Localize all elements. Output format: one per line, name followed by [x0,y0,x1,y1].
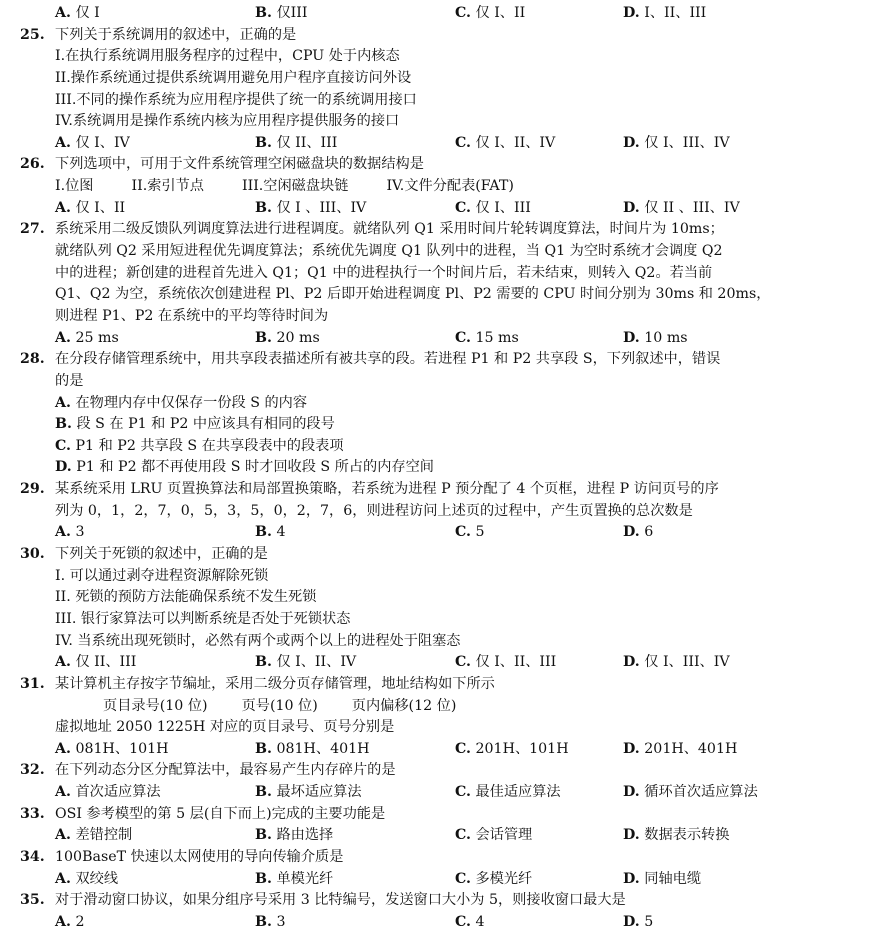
statement: I. 可以通过剥夺进程资源解除死锁 [55,567,269,584]
option-text: 仅 I、II [470,5,526,21]
question-stem-line: 就绪队列 Q2 采用短进程优先调度算法；系统优先调度 Q1 队列中的进程，当 Q1 为空时系统才会调度 Q2 [55,243,723,260]
option-choice [55,652,255,674]
question-stem [0,25,869,47]
option-letter: A. [55,329,71,346]
option-choice [255,328,455,350]
option-letter: B. [255,827,272,844]
option-choice [255,3,455,25]
option-text: 仅 II、III [271,134,338,151]
option-text: 4 [271,524,286,541]
option-letter: A. [55,913,71,930]
option-text: 5 [639,913,654,930]
option-text: 25 ms [70,329,119,346]
option-letter: D. [623,913,640,930]
option-choice [623,3,706,25]
option-choice [55,133,255,155]
address-field: 页目录号(10 位) [103,697,208,714]
option-letter: A. [55,827,71,844]
option-letter: C. [455,827,471,844]
question-30 [0,544,869,674]
option-choice [55,328,255,350]
option-text: I、II、III [639,5,707,21]
option-text: 仅 I 、III、IV [271,199,367,216]
option-choice [623,198,740,220]
option-text: 循环首次适应算法 [639,784,758,801]
option-text: 3 [70,524,85,541]
option-choice [55,912,255,934]
option-choice [455,652,623,674]
statement: IV.系统调用是操作系统内核为应用程序提供服务的接口 [55,113,400,130]
option-letter: D. [623,329,640,346]
options-row [0,3,869,25]
question-27 [0,219,869,349]
option-choice [255,825,455,847]
question-34 [0,847,869,890]
option-text: 同轴电缆 [639,870,702,887]
option-letter: B. [255,329,272,346]
question-number: 35. [20,892,45,909]
option-choice [255,739,455,761]
question-stem [0,804,869,826]
option-text: 仅 II 、III、IV [639,199,740,216]
option-letter: B. [255,740,272,757]
option-text: 仅 I、III、IV [639,654,730,671]
question-number: 28. [20,351,45,368]
option-letter: B. [255,784,272,801]
option-choice [455,825,623,847]
option-text: 仅 I、II、IV [470,134,556,151]
option-text: 路由选择 [271,827,334,844]
question-number: 26. [20,156,45,173]
option-choice [55,3,255,25]
statement: III. 银行家算法可以判断系统是否处于死锁状态 [55,610,351,627]
option-letter: B. [255,5,272,21]
question-29 [0,479,869,544]
option-letter: C. [455,654,471,671]
question-number: 33. [20,805,45,822]
option-text: P1 和 P2 共享段 S 在共享段表中的段表项 [70,437,344,454]
question-text: 下列选项中，可用于文件系统管理空闲磁盘块的数据结构是 [55,156,424,173]
option-choice [455,869,623,891]
option-text: 6 [639,524,654,541]
option-letter: B. [255,870,272,887]
option-letter: A. [55,199,71,216]
option-letter: D. [623,654,640,671]
option-letter: C. [455,329,471,346]
option-letter: D. [623,827,640,844]
option-letter: A. [55,654,71,671]
statement: II.操作系统通过提供系统调用避免用户程序直接访问外设 [55,69,412,86]
option-text: P1 和 P2 都不再使用段 S 时才回收段 S 所占的内存空间 [71,459,434,476]
option-text: 201H、401H [639,740,738,757]
option-letter: A. [55,524,71,541]
question-33 [0,804,869,847]
question-text: 在下列动态分区分配算法中，最容易产生内存碎片的是 [55,762,396,779]
option-text: 差错控制 [70,827,133,844]
option-line [0,457,869,479]
option-text: 15 ms [470,329,519,346]
options-row [0,912,869,934]
option-text: 2 [70,913,85,930]
option-text: 段 S 在 P1 和 P2 中应该具有相同的段号 [71,416,335,433]
question-31 [0,674,869,761]
option-choice [455,782,623,804]
question-stem-line: 则进程 P1、P2 在系统中的平均等待时间为 [55,307,329,324]
option-text: 最坏适应算法 [271,784,362,801]
question-26 [0,154,869,219]
option-choice [623,825,729,847]
question-28 [0,349,869,479]
question-text: 在分段存储管理系统中，用共享段表描述所有被共享的段。若进程 P1 和 P2 共享段 S，下列叙述中，错误 [55,351,721,368]
option-letter: B. [255,654,272,671]
question-text: 100BaseT 快速以太网使用的导向传输介质是 [55,848,344,865]
question-stem [0,847,869,869]
item-list [0,176,869,198]
question-stem [0,349,869,371]
option-text: 5 [470,524,485,541]
option-choice [255,522,455,544]
question-number: 31. [20,675,45,692]
option-letter: D. [623,5,640,21]
question-stem-line: Q1、Q2 为空，系统依次创建进程 Pl、P2 后即开始进程调度 Pl、P2 需要的 CPU 时间分别为 30ms 和 20ms， [55,286,771,303]
option-choice [55,198,255,220]
option-choice [55,825,255,847]
option-choice [455,522,623,544]
question-stem [0,219,869,241]
item: II.索引节点 [131,178,204,195]
statement: I.在执行系统调用服务程序的过程中，CPU 处于内核态 [55,48,400,65]
question-number: 34. [20,848,45,865]
item: I.位图 [55,178,94,195]
option-letter: C. [55,437,71,454]
question-text: 某系统采用 LRU 页置换算法和局部置换策略，若系统为进程 P 预分配了 4 个页框，进程 P 访问页号的序 [55,481,719,498]
question-stem [0,890,869,912]
option-choice [455,3,623,25]
option-choice [455,912,623,934]
option-letter: C. [455,870,471,887]
option-text: 仅 I、III [470,199,531,216]
option-text: 单模光纤 [271,870,334,887]
statement: III.不同的操作系统为应用程序提供了统一的系统调用接口 [55,91,417,108]
options-row [0,328,869,350]
question-text: 对于滑动窗口协议，如果分组序号采用 3 比特编号，发送窗口大小为 5，则接收窗口最大是 [55,892,626,909]
options-row [0,739,869,761]
question-text: 系统采用二级反馈队列调度算法进行进程调度。就绪队列 Q1 采用时间片轮转调度算法，时间片为 10ms； [55,221,724,238]
question-number: 30. [20,546,45,563]
question-35 [0,890,869,933]
option-text: 仅 I、II、IV [271,654,357,671]
option-letter: D. [55,459,72,476]
option-letter: A. [55,740,71,757]
question-stem-line: 虚拟地址 2050 1225H 对应的页目录号、页号分别是 [55,719,395,736]
statement: IV. 当系统出现死锁时，必然有两个或两个以上的进程处于阻塞态 [55,632,461,649]
question-text: OSI 参考模型的第 5 层(自下而上)完成的主要功能是 [55,805,386,822]
option-letter: C. [455,199,471,216]
item: III.空闲磁盘块链 [241,178,349,195]
option-choice [55,739,255,761]
option-letter: B. [255,134,272,151]
option-text: 仅 I、IV [70,134,130,151]
option-text: 首次适应算法 [70,784,161,801]
question-stem [0,674,869,696]
option-choice [55,869,255,891]
option-letter: B. [255,199,272,216]
option-line [0,436,869,458]
option-letter: B. [255,913,272,930]
question-text: 下列关于系统调用的叙述中，正确的是 [55,26,297,43]
question-number: 32. [20,762,45,779]
option-letter: D. [623,784,640,801]
options-row [0,782,869,804]
option-letter: D. [623,199,640,216]
options-row [0,652,869,674]
question-stem [0,760,869,782]
options-row [0,825,869,847]
option-text: 20 ms [271,329,320,346]
question-stem-line: 的是 [55,372,84,389]
option-letter: B. [55,416,72,433]
option-letter: D. [623,524,640,541]
option-letter: A. [55,394,71,411]
option-text: 会话管理 [470,827,533,844]
option-choice [455,328,623,350]
option-letter: A. [55,5,71,21]
address-structure [0,696,869,718]
option-text: 201H、101H [470,740,569,757]
options-row [0,522,869,544]
option-text: 10 ms [639,329,688,346]
option-letter: C. [455,784,471,801]
options-row [0,198,869,220]
option-line [0,414,869,436]
question-number: 29. [20,481,45,498]
option-text: 仅 II、III [70,654,137,671]
option-text: 数据表示转换 [639,827,730,844]
option-text: 在物理内存中仅保存一份段 S 的内容 [70,394,308,411]
options-row [0,133,869,155]
address-field: 页号(10 位) [241,697,318,714]
option-letter: D. [623,134,640,151]
option-text: 4 [470,913,485,930]
options-row [0,869,869,891]
question-text: 某计算机主存按字节编址，采用二级分页存储管理，地址结构如下所示 [55,675,495,692]
question-25 [0,25,869,155]
option-letter: C. [455,913,471,930]
option-choice [255,198,455,220]
option-text: 3 [271,913,286,930]
option-choice [255,782,455,804]
option-choice [455,198,623,220]
item: IV.文件分配表(FAT) [386,178,514,195]
option-choice [455,739,623,761]
option-letter: D. [623,870,640,887]
option-choice [55,522,255,544]
question-stem [0,479,869,501]
question-stem [0,154,869,176]
option-text: 仅 I、II [70,199,126,216]
option-choice [455,133,623,155]
option-choice [623,328,688,350]
option-letter: A. [55,870,71,887]
statement: II. 死锁的预防方法能确保系统不发生死锁 [55,589,317,606]
option-letter: C. [455,134,471,151]
question-stem [0,544,869,566]
address-field: 页内偏移(12 位) [351,697,457,714]
option-choice [255,869,455,891]
option-letter: C. [455,740,471,757]
option-letter: C. [455,5,471,21]
option-choice [255,652,455,674]
option-line [0,393,869,415]
option-choice [623,912,653,934]
option-choice [623,739,737,761]
question-number: 25. [20,26,45,43]
option-letter: C. [455,524,471,541]
option-choice [623,869,701,891]
option-text: 仅 I [70,5,100,21]
option-choice [623,652,730,674]
option-letter: D. [623,740,640,757]
question-text: 下列关于死锁的叙述中，正确的是 [55,546,268,563]
option-choice [623,522,653,544]
option-text: 仅 I、II、III [470,654,557,671]
option-text: 最佳适应算法 [470,784,561,801]
option-text: 081H、101H [70,740,169,757]
question-32 [0,760,869,803]
option-choice [255,912,455,934]
option-text: 多模光纤 [470,870,533,887]
option-letter: A. [55,134,71,151]
option-text: 仅III [271,5,308,21]
question-stem-line: 列为 0，1，2，7，0，5，3，5，0，2，7，6，则进程访问上述页的过程中，产生页置换的总次数是 [55,502,693,519]
question-stem-line: 中的进程；新创建的进程首先进入 Q1；Q1 中的进程执行一个时间片后，若未结束，则转入 Q2。若当前 [55,264,713,281]
option-letter: B. [255,524,272,541]
question-number: 27. [20,221,45,238]
option-text: 双绞线 [70,870,119,887]
option-letter: A. [55,784,71,801]
option-choice [623,782,758,804]
option-text: 仅 I、III、IV [639,134,730,151]
option-choice [255,133,455,155]
option-text: 081H、401H [271,740,370,757]
option-choice [55,782,255,804]
option-choice [623,133,730,155]
